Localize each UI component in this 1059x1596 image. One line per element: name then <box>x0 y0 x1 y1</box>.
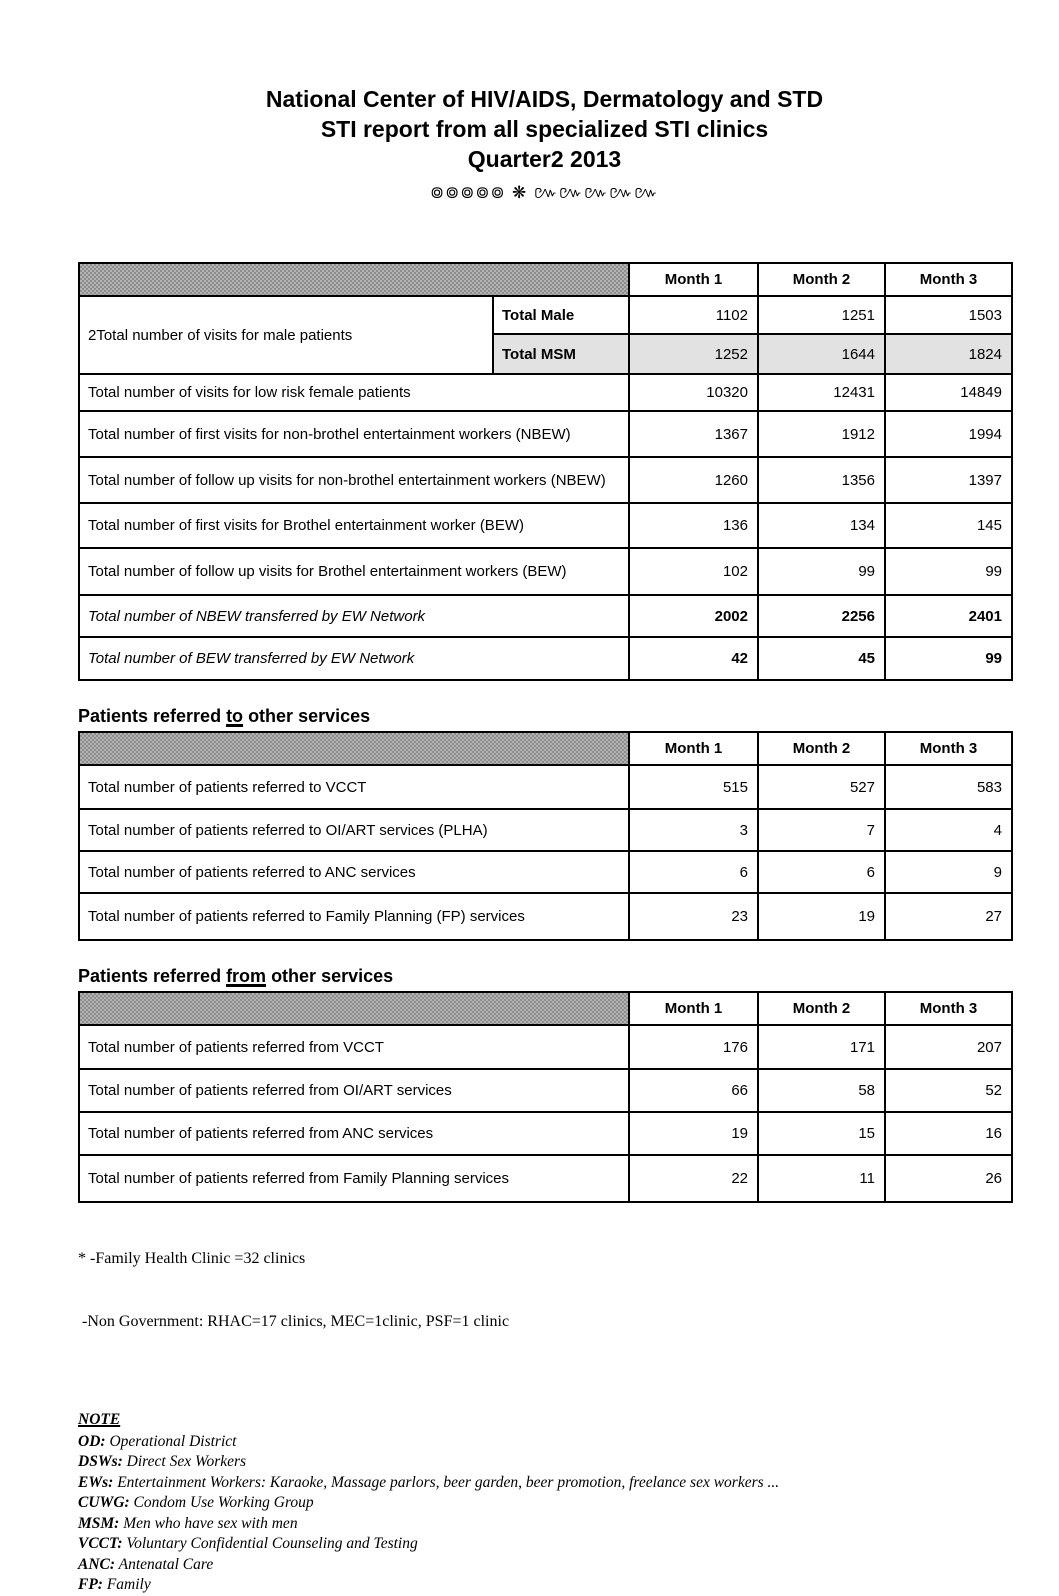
row-label: Total number of patients referred to OI/ART services (PLHA) <box>79 809 629 851</box>
subrow-label: Total Male <box>493 296 629 334</box>
month-1-header: Month 1 <box>629 263 758 296</box>
abbreviation: VCCT: <box>78 1535 123 1552</box>
value-cell: 2256 <box>758 595 885 637</box>
title-block <box>78 84 1011 207</box>
value-cell: 136 <box>629 503 758 548</box>
value-cell: 99 <box>885 548 1012 595</box>
referred-from-table <box>78 991 1013 1203</box>
heading-text: Patients referred <box>78 706 227 726</box>
row-label: Total number of patients referred to Family Planning (FP) services <box>79 893 629 940</box>
value-cell: 3 <box>629 809 758 851</box>
month-3-header: Month 3 <box>885 263 1012 296</box>
value-cell: 1252 <box>629 334 758 374</box>
heading-underlined-word: to <box>226 706 244 726</box>
value-cell: 176 <box>629 1025 758 1069</box>
value-cell: 4 <box>885 809 1012 851</box>
value-cell: 99 <box>758 548 885 595</box>
value-cell: 19 <box>629 1112 758 1155</box>
footnotes <box>78 1206 1009 1374</box>
month-3-header: Month 3 <box>885 732 1012 765</box>
row-label: Total number of patients referred to ANC services <box>79 851 629 893</box>
value-cell: 1251 <box>758 296 885 334</box>
header-spacer-cell <box>79 732 629 765</box>
note-block <box>78 1410 1009 1596</box>
definition: Operational District <box>105 1432 237 1450</box>
value-cell: 1994 <box>885 411 1012 457</box>
decorative-divider-icon: ៙៙៙៙៙ ❋ ៚៚៚៚៚ <box>430 183 659 203</box>
note-item <box>78 1452 1009 1473</box>
table-header-row <box>79 263 1012 296</box>
value-cell: 134 <box>758 503 885 548</box>
row-label: Total number of patients referred from OI/ART services <box>79 1069 629 1112</box>
heading-text: Patients referred <box>78 966 227 986</box>
abbreviation: OD: <box>78 1432 106 1450</box>
note-heading: NOTE <box>78 1411 121 1428</box>
table-row <box>79 548 1012 595</box>
value-cell: 2002 <box>629 595 758 637</box>
row-label: Total number of patients referred from Family Planning services <box>79 1155 629 1202</box>
report-subtitle: STI report from all specialized STI clinics <box>320 116 769 142</box>
value-cell: 12431 <box>758 374 885 411</box>
value-cell: 171 <box>758 1025 885 1069</box>
table-header-row <box>79 732 1012 765</box>
value-cell: 102 <box>629 548 758 595</box>
value-cell: 9 <box>885 851 1012 893</box>
definition: Condom Use Working Group <box>129 1494 314 1511</box>
month-2-header: Month 2 <box>758 992 885 1025</box>
value-cell: 583 <box>885 765 1012 809</box>
definition: Antenatal Care <box>115 1555 214 1573</box>
table-row <box>79 1155 1012 1202</box>
note-item <box>78 1493 1009 1514</box>
note-item <box>78 1514 1009 1535</box>
definition: Voluntary Confidential Counseling and Testing <box>122 1535 418 1552</box>
value-cell: 1356 <box>758 457 885 503</box>
value-cell: 7 <box>758 809 885 851</box>
referred-to-table <box>78 731 1013 941</box>
heading-underlined-word: from <box>226 966 267 986</box>
value-cell: 99 <box>885 637 1012 680</box>
visits-table <box>78 262 1013 681</box>
section-heading-referred-to <box>78 706 1009 727</box>
row-label: 2Total number of visits for male patients <box>79 296 493 374</box>
definition: Men who have sex with men <box>119 1514 298 1532</box>
report-quarter: Quarter2 2013 <box>467 146 622 172</box>
footnote-line: * -Family Health Clinic =32 clinics <box>78 1250 306 1267</box>
row-label: Total number of follow up visits for non-brothel entertainment workers (NBEW) <box>79 457 629 503</box>
section-heading-referred-from <box>78 966 1009 987</box>
table-row <box>79 765 1012 809</box>
month-3-header: Month 3 <box>885 992 1012 1025</box>
table-row <box>79 296 1012 334</box>
note-item <box>78 1473 1009 1494</box>
value-cell: 45 <box>758 637 885 680</box>
value-cell: 10320 <box>629 374 758 411</box>
header-spacer-cell <box>79 992 629 1025</box>
value-cell: 515 <box>629 765 758 809</box>
value-cell: 19 <box>758 893 885 940</box>
value-cell: 58 <box>758 1069 885 1112</box>
value-cell: 42 <box>629 637 758 680</box>
value-cell: 1397 <box>885 457 1012 503</box>
value-cell: 27 <box>885 893 1012 940</box>
value-cell: 14849 <box>885 374 1012 411</box>
note-item <box>78 1432 1009 1453</box>
row-label: Total number of first visits for Brothel entertainment worker (BEW) <box>79 503 629 548</box>
value-cell: 1912 <box>758 411 885 457</box>
table-row <box>79 595 1012 637</box>
definition: Direct Sex Workers <box>122 1453 247 1470</box>
value-cell: 145 <box>885 503 1012 548</box>
value-cell: 52 <box>885 1069 1012 1112</box>
definition: Family <box>102 1576 151 1593</box>
table-row <box>79 1025 1012 1069</box>
row-label: Total number of patients referred from VCCT <box>79 1025 629 1069</box>
abbreviation: MSM: <box>78 1514 120 1532</box>
row-label: Total number of NBEW transferred by EW Network <box>79 595 629 637</box>
table-row <box>79 503 1012 548</box>
row-label: Total number of BEW transferred by EW Network <box>79 637 629 680</box>
value-cell: 1260 <box>629 457 758 503</box>
value-cell: 23 <box>629 893 758 940</box>
value-cell: 1503 <box>885 296 1012 334</box>
subrow-label: Total MSM <box>493 334 629 374</box>
header-spacer-cell <box>79 263 629 296</box>
table-row <box>79 457 1012 503</box>
value-cell: 15 <box>758 1112 885 1155</box>
abbreviation: ANC: <box>78 1555 116 1573</box>
table-row <box>79 637 1012 680</box>
value-cell: 1367 <box>629 411 758 457</box>
month-1-header: Month 1 <box>629 992 758 1025</box>
row-label: Total number of patients referred to VCCT <box>79 765 629 809</box>
value-cell: 1824 <box>885 334 1012 374</box>
value-cell: 22 <box>629 1155 758 1202</box>
table-row <box>79 851 1012 893</box>
value-cell: 11 <box>758 1155 885 1202</box>
month-1-header: Month 1 <box>629 732 758 765</box>
value-cell: 26 <box>885 1155 1012 1202</box>
value-cell: 6 <box>758 851 885 893</box>
note-item <box>78 1575 1009 1596</box>
table-row <box>79 809 1012 851</box>
table-header-row <box>79 992 1012 1025</box>
table-row <box>79 1112 1012 1155</box>
month-2-header: Month 2 <box>758 732 885 765</box>
footnote-line: -Non Government: RHAC=17 clinics, MEC=1clinic, PSF=1 clinic <box>78 1313 510 1330</box>
value-cell: 207 <box>885 1025 1012 1069</box>
row-label: Total number of visits for low risk female patients <box>79 374 629 411</box>
table-row <box>79 411 1012 457</box>
row-label: Total number of patients referred from ANC services <box>79 1112 629 1155</box>
value-cell: 2401 <box>885 595 1012 637</box>
table-row <box>79 1069 1012 1112</box>
row-label: Total number of first visits for non-brothel entertainment workers (NBEW) <box>79 411 629 457</box>
value-cell: 527 <box>758 765 885 809</box>
note-item <box>78 1555 1009 1576</box>
table-row <box>79 374 1012 411</box>
row-label: Total number of follow up visits for Brothel entertainment workers (BEW) <box>79 548 629 595</box>
abbreviation: FP: <box>78 1576 103 1593</box>
month-2-header: Month 2 <box>758 263 885 296</box>
heading-text: other services <box>243 706 371 726</box>
page-title: National Center of HIV/AIDS, Dermatology and STD <box>265 86 824 112</box>
table-row <box>79 893 1012 940</box>
value-cell: 66 <box>629 1069 758 1112</box>
value-cell: 1644 <box>758 334 885 374</box>
note-item <box>78 1534 1009 1555</box>
abbreviation: EWs: <box>78 1473 114 1491</box>
value-cell: 1102 <box>629 296 758 334</box>
abbreviation: CUWG: <box>78 1494 130 1511</box>
value-cell: 16 <box>885 1112 1012 1155</box>
abbreviation: DSWs: <box>78 1453 123 1470</box>
definition: Entertainment Workers: Karaoke, Massage parlors, beer garden, beer promotion, freelance sex workers ... <box>113 1473 780 1491</box>
heading-text: other services <box>266 966 394 986</box>
value-cell: 6 <box>629 851 758 893</box>
